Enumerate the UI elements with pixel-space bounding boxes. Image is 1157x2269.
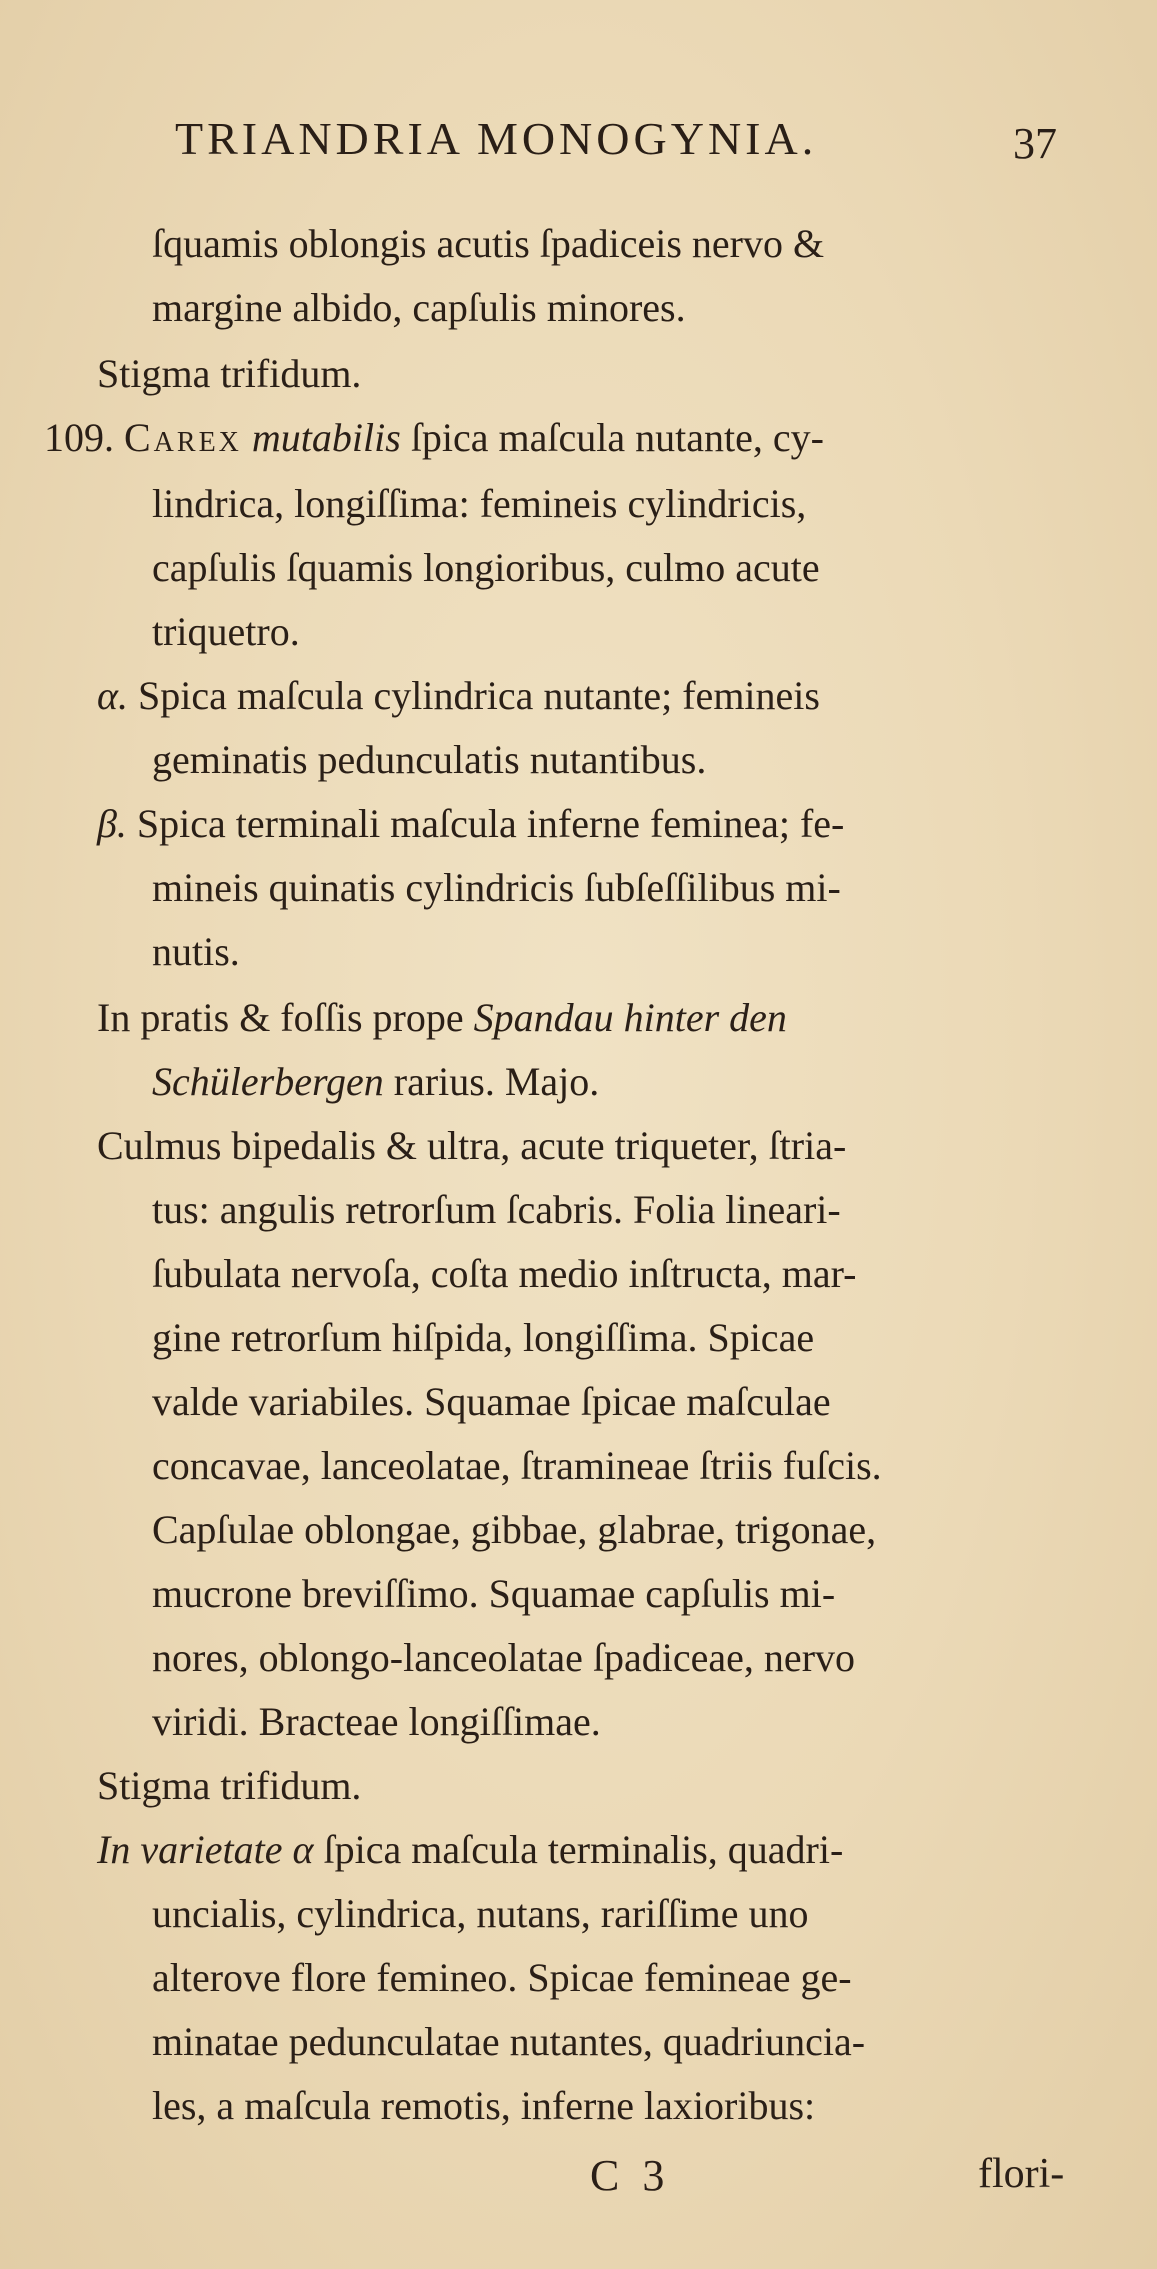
page-header — [0, 112, 1157, 172]
text-line: mineis quinatis cylindricis ſubſeſſilibus mi- — [152, 865, 841, 910]
text-line: ſquamis oblongis acutis ſpadiceis nervo & — [152, 221, 825, 266]
text-line: Stigma trifidum. — [97, 351, 362, 396]
text-line: geminatis pedunculatis nutantibus. — [152, 737, 707, 782]
text-line: viridi. Bracteae longiſſimae. — [152, 1699, 601, 1744]
text-line: lindrica, longiſſima: femineis cylindricis, — [152, 481, 807, 526]
text-line: capſulis ſquamis longioribus, culmo acute — [152, 545, 820, 590]
text-line: nutis. — [152, 929, 240, 974]
species-entry-line: 109. Carex mutabilis ſpica maſcula nutante, cy- — [44, 415, 824, 460]
place-name: Spandau hinter den — [473, 995, 787, 1040]
text-line: gine retrorſum hiſpida, longiſſima. Spicae — [152, 1315, 815, 1360]
habitat-line: In pratis & foſſis prope Spandau hinter den — [97, 995, 787, 1040]
text-line: valde variabiles. Squamae ſpicae maſculae — [152, 1379, 831, 1424]
signature-mark: C 3 — [590, 2151, 671, 2200]
catchword: flori- — [978, 2151, 1065, 2197]
habitat-line: Schülerbergen rarius. Majo. — [152, 1059, 600, 1104]
text-line: concavae, lanceolatae, ſtramineae ſtriis fuſcis. — [152, 1443, 882, 1488]
text-line: les, a maſcula remotis, inferne laxioribus: — [152, 2083, 816, 2128]
page-footer — [0, 2150, 1157, 2210]
text-line: uncialis, cylindrica, nutans, rariſſime uno — [152, 1891, 809, 1936]
species-name: mutabilis — [251, 415, 401, 460]
variety-beta-line: β. Spica terminali maſcula inferne feminea; fe- — [97, 801, 845, 846]
place-name: Schülerbergen — [152, 1059, 384, 1104]
variety-marker: β. — [97, 801, 127, 846]
variety-description-line: In varietate α ſpica maſcula terminalis, quadri- — [97, 1827, 844, 1872]
text-line: mucrone breviſſimo. Squamae capſulis mi- — [152, 1571, 836, 1616]
page-number: 37 — [1013, 119, 1057, 168]
text-line: Stigma trifidum. — [97, 1763, 362, 1808]
genus-name: Carex — [124, 415, 242, 460]
text-line: minatae pedunculatae nutantes, quadriuncia- — [152, 2019, 866, 2064]
text-line: ſubulata nervoſa, coſta medio inſtructa, mar- — [152, 1251, 857, 1296]
text-line: margine albido, capſulis minores. — [152, 285, 686, 330]
text-line: triquetro. — [152, 609, 300, 654]
variety-marker: α. — [97, 673, 128, 718]
text-line: nores, oblongo-lanceolatae ſpadiceae, nervo — [152, 1635, 856, 1680]
running-title: TRIANDRIA MONOGYNIA. — [175, 113, 818, 164]
variety-alpha-line: α. Spica maſcula cylindrica nutante; femineis — [97, 673, 820, 718]
text-line: tus: angulis retrorſum ſcabris. Folia lineari- — [152, 1187, 841, 1232]
entry-number: 109. — [44, 415, 114, 460]
text-line: Culmus bipedalis & ultra, acute triqueter, ſtria- — [97, 1123, 847, 1168]
text-line: alterove flore femineo. Spicae femineae ge- — [152, 1955, 852, 2000]
text-line: Capſulae oblongae, gibbae, glabrae, trigonae, — [152, 1507, 877, 1552]
